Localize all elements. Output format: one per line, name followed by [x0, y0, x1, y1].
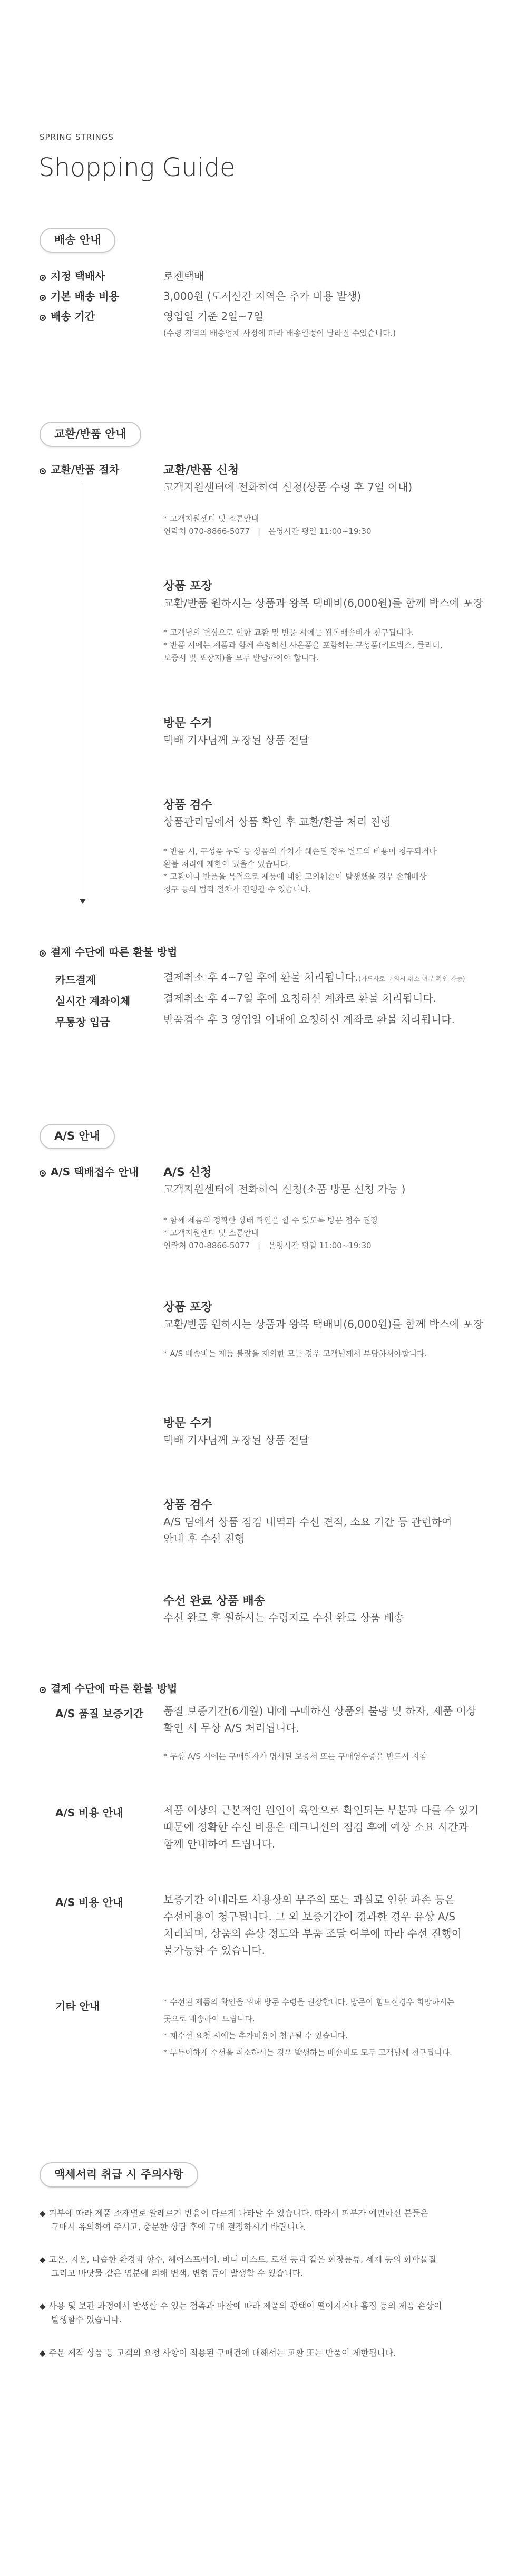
step-title: 방문 수거	[163, 717, 212, 730]
step-note: * 반품 시, 구성품 누락 등 상품의 가치가 훼손된 경우 별도의 비용이 청구되거나	[163, 847, 437, 856]
policy-label: A/S 비용 안내	[55, 1806, 123, 1819]
step-note: * 고객님의 변심으로 인한 교환 및 반품 시에는 왕복배송비가 청구됩니다.	[163, 628, 414, 637]
policy-line: 불가능할 수 있습니다.	[163, 1944, 265, 1957]
accessory-item: ◆ 사용 및 보관 과정에서 발생할 수 있는 접촉과 마찰에 따라 제품의 광택이 떨어지거나 흠집 등의 제품 손상이	[40, 2301, 442, 2311]
shipping-note: (수령 지역의 배송업체 사정에 따라 배송일정이 달라질 수있습니다.)	[163, 328, 396, 338]
step-note: * 고객지원센터 및 소통안내	[163, 514, 259, 523]
step-note: 연락처 070-8866-5077 | 운영시간 평일 11:00~19:30	[163, 1241, 372, 1250]
section-title-shipping: 배송 안내	[40, 228, 115, 253]
step-desc: 안내 후 수선 진행	[163, 1532, 245, 1545]
refund-method: 실시간 계좌이체	[55, 995, 131, 1007]
policy-note: * 무상 A/S 시에는 구매일자가 명시된 보증서 또는 구매영수증을 반드시 지참	[163, 1752, 427, 1761]
accessory-item-line: 발생할수 있습니다.	[51, 2315, 122, 2325]
page-title: Shopping Guide	[38, 153, 235, 182]
policy-label: 기타 안내	[55, 2000, 100, 2013]
refund-method: 무통장 입금	[55, 1016, 110, 1028]
step-note: 연락처 070-8866-5077 | 운영시간 평일 11:00~19:30	[163, 527, 372, 536]
refund-method-label: 결제 수단에 따른 환불 방법	[40, 944, 177, 959]
step-note: * 함께 제품의 정확한 상태 확인을 할 수 있도록 방문 접수 권장	[163, 1216, 378, 1225]
policy-line: 확인 시 무상 A/S 처리됩니다.	[163, 1722, 300, 1734]
as-process-label: A/S 택배접수 안내	[40, 1163, 139, 1179]
refund-desc: 결제취소 후 4~7일 후에 환불 처리됩니다.(카드사로 문의시 취소 여부 확인 가능)	[163, 971, 465, 984]
section-title-accessory: 액세서리 취급 시 주의사항	[40, 2162, 198, 2188]
shipping-row-value: 영업일 기준 2일~7일	[163, 310, 264, 323]
policy-note: 곳으로 배송하여 드립니다.	[163, 2014, 255, 2024]
radio-dot-icon	[40, 275, 46, 281]
accessory-item: ◆ 고온, 지온, 다습한 환경과 향수, 헤어스프레이, 바디 미스트, 로션 등과 같은 화장품류, 세제 등의 화학물질	[40, 2254, 436, 2264]
radio-dot-icon	[40, 950, 46, 957]
policy-line: 때문에 정확한 수선 비용은 테크니션의 점검 후에 예상 소요 시간과	[163, 1821, 469, 1833]
radio-dot-icon	[40, 1687, 46, 1693]
radio-dot-icon	[40, 1170, 46, 1177]
policy-note: * 수선된 제품의 확인을 위해 방문 수령을 권장합니다. 방문이 힘드신경우 희망하시는	[163, 1997, 455, 2007]
step-note: * 반품 시에는 제품과 함께 수령하신 사은품을 포함하는 구성품(키트박스, 클리너,	[163, 640, 443, 650]
policy-label: A/S 품질 보증기간	[55, 1707, 144, 1720]
diamond-bullet-icon: ◆	[40, 2301, 46, 2311]
policy-line: 보증기간 이내라도 사용상의 부주의 또는 과실로 인한 파손 등은	[163, 1893, 455, 1906]
step-note: * A/S 배송비는 제품 불량을 제외한 모든 경우 고객님께서 부담하셔야합니다.	[163, 1349, 427, 1358]
diamond-bullet-icon: ◆	[40, 2209, 46, 2218]
diamond-bullet-icon: ◆	[40, 2255, 46, 2264]
step-desc: A/S 팀에서 상품 점검 내역과 수선 견적, 소요 기간 등 관련하여	[163, 1515, 452, 1528]
step-title: 방문 수거	[163, 1417, 212, 1430]
refund-desc: 반품검수 후 3 영업일 이내에 요청하신 계좌로 환불 처리됩니다.	[163, 1013, 455, 1026]
policy-line: 품질 보증기간(6개월) 내에 구매하신 상품의 불량 및 하자, 제품 이상	[163, 1705, 477, 1717]
step-title: 상품 포장	[163, 580, 212, 593]
policy-note: * 부득이하게 수선을 취소하시는 경우 발생하는 배송비도 모두 고객님께 청구됩니다.	[163, 2048, 452, 2057]
step-note: 청구 등의 법적 절차가 진행될 수 있습니다.	[163, 884, 311, 894]
exchange-process-label: 교환/반품 절차	[40, 461, 119, 477]
step-note: * 고환이나 반품을 목적으로 제품에 대한 고의훼손이 발생했을 경우 손해배상	[163, 872, 427, 881]
policy-line: 함께 안내하여 드립니다.	[163, 1838, 276, 1850]
step-desc: 수선 완료 후 원하시는 수령지로 수선 완료 상품 배송	[163, 1611, 404, 1624]
shipping-row-label: 기본 배송 비용	[40, 288, 119, 303]
step-desc: 교환/반품 원하시는 상품과 왕복 택배비(6,000원)를 함께 박스에 포장	[163, 597, 484, 609]
accessory-item-line: 구매시 유의하여 주시고, 충분한 상담 후에 구매 결정하시기 바랍니다.	[51, 2222, 306, 2232]
step-desc: 택배 기사님께 포장된 상품 전달	[163, 1434, 309, 1446]
policy-label: A/S 비용 안내	[55, 1896, 123, 1909]
arrow-down-icon	[80, 899, 86, 904]
accessory-item: ◆ 주문 제작 상품 등 고객의 요청 사항이 적용된 구매건에 대해서는 교환 또는 반품이 제한됩니다.	[40, 2348, 396, 2358]
policy-line: 수선비용이 청구됩니다. 그 외 보증기간이 경과한 경우 유상 A/S	[163, 1910, 456, 1923]
brand-name: SPRING STRINGS	[40, 132, 114, 142]
step-note: * 고객지원센터 및 소통안내	[163, 1228, 259, 1238]
policy-line: 제품 이상의 근본적인 원인이 육안으로 확인되는 부분과 다를 수 있기	[163, 1804, 479, 1816]
step-title: 상품 검수	[163, 1499, 212, 1512]
step-note: 보증서 및 포장지)을 모두 반납하여야 합니다.	[163, 653, 319, 663]
step-desc: 상품관리팀에서 상품 확인 후 교환/환불 처리 진행	[163, 815, 391, 828]
radio-dot-icon	[40, 468, 46, 474]
radio-dot-icon	[40, 295, 46, 301]
step-desc: 고객지원센터에 전화하여 신청(상품 수령 후 7일 이내)	[163, 481, 413, 493]
policy-line: 처리되며, 상품의 손상 정도와 부품 조달 여부에 따라 수선 진행이	[163, 1927, 462, 1940]
step-title: A/S 신청	[163, 1166, 212, 1179]
radio-dot-icon	[40, 315, 46, 321]
step-title: 상품 포장	[163, 1301, 212, 1314]
step-title: 수선 완료 상품 배송	[163, 1595, 265, 1608]
diamond-bullet-icon: ◆	[40, 2348, 46, 2358]
shipping-row-value: 3,000원 (도서산간 지역은 추가 비용 발생)	[163, 290, 362, 303]
step-title: 상품 검수	[163, 799, 212, 812]
step-desc: 교환/반품 원하시는 상품과 왕복 택배비(6,000원)를 함께 박스에 포장	[163, 1318, 484, 1330]
accessory-item-line: 그리고 바닷물 같은 염분에 의해 변색, 변형 등이 발생할 수 있습니다.	[51, 2268, 304, 2278]
step-desc: 고객지원센터에 전화하여 신청(소품 방문 신청 가능 )	[163, 1183, 406, 1195]
shipping-row-label: 배송 기간	[40, 308, 95, 323]
policy-note: * 재수선 요청 시에는 추가비용이 청구될 수 있습니다.	[163, 2031, 348, 2040]
section-title-exchange: 교환/반품 안내	[40, 422, 141, 447]
step-desc: 택배 기사님께 포장된 상품 전달	[163, 734, 309, 746]
shipping-row-value: 로젠택배	[163, 270, 204, 283]
step-note: 환불 처리에 제한이 있을수 있습니다.	[163, 859, 291, 869]
accessory-item: ◆ 피부에 따라 제품 소재별로 알레르기 반응이 다르게 나타날 수 있습니다. 따라서 피부가 예민하신 분들은	[40, 2208, 428, 2218]
shipping-row-label: 지정 택배사	[40, 268, 105, 283]
as-refund-label: 결제 수단에 따른 환불 방법	[40, 1680, 177, 1695]
refund-method: 카드결제	[55, 974, 96, 986]
refund-desc: 결제취소 후 4~7일 후에 요청하신 계좌로 환불 처리됩니다.	[163, 992, 437, 1005]
step-title: 교환/반품 신청	[163, 464, 239, 477]
section-title-as: A/S 안내	[40, 1124, 115, 1149]
